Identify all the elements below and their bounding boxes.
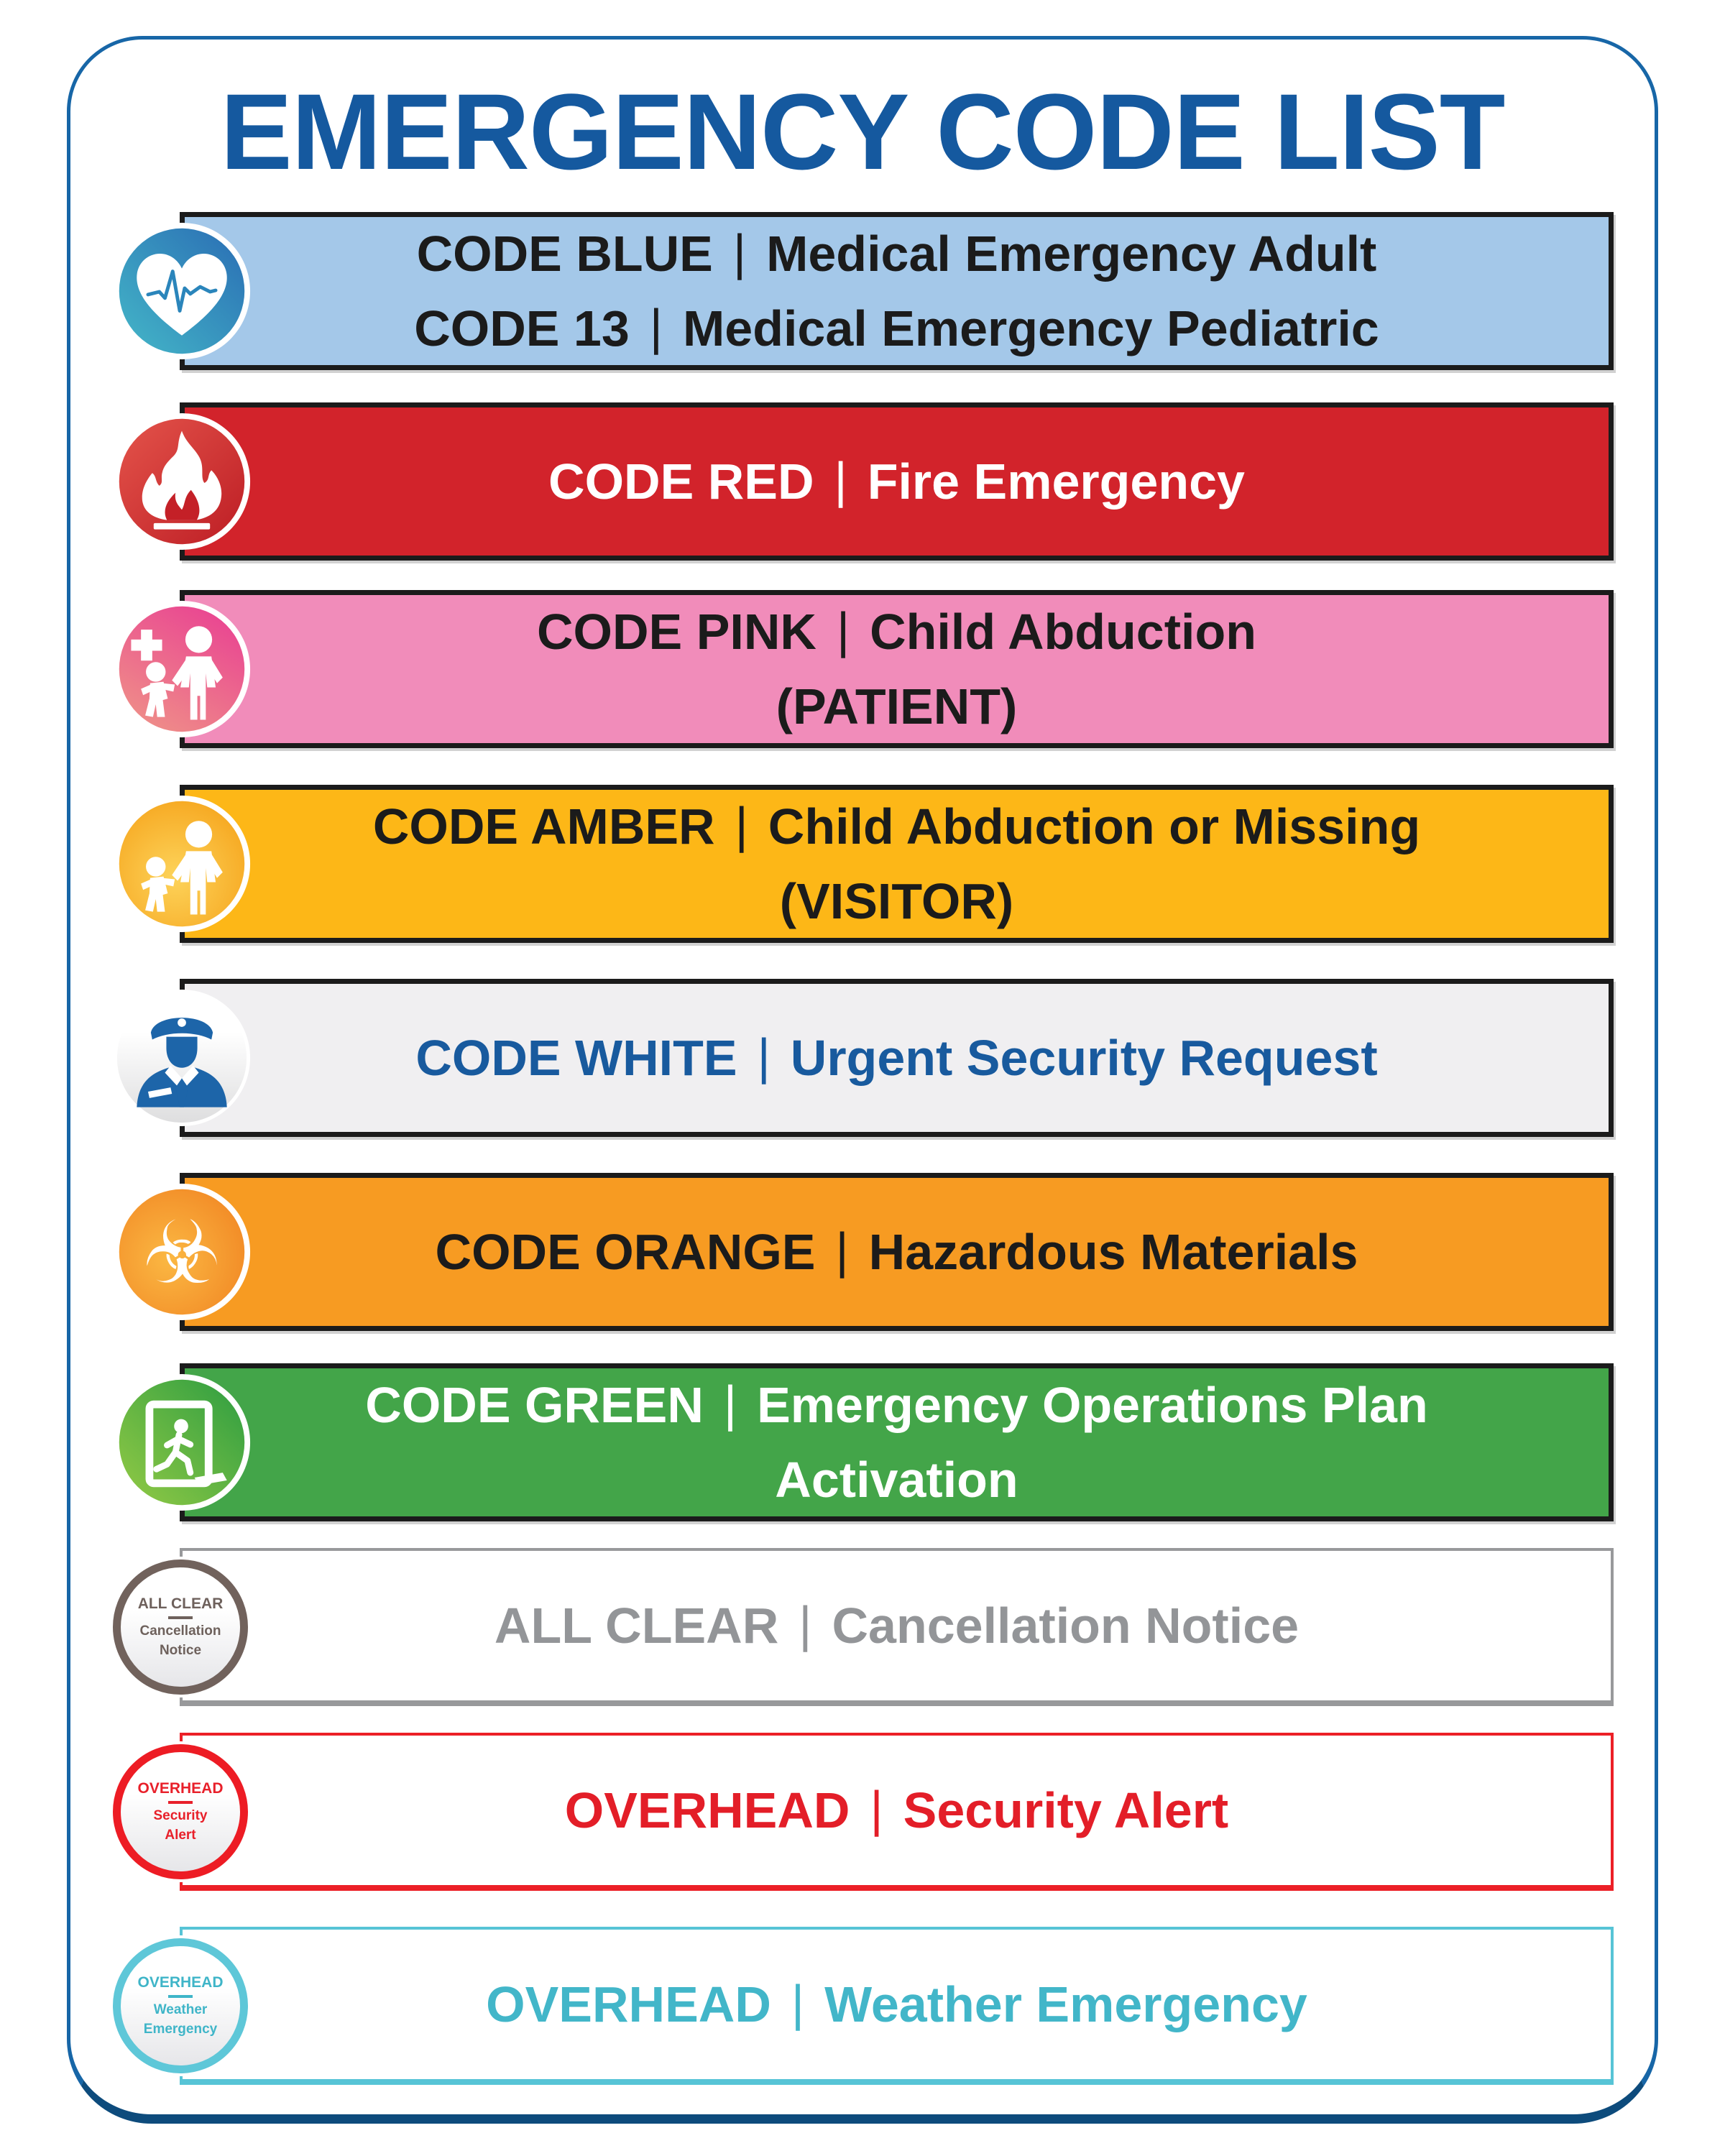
code-green-bar [180,1363,1614,1521]
all-clear-row [111,1548,1614,1706]
code-subtext: (VISITOR) [779,873,1014,929]
code-label: ALL CLEAR [494,1598,779,1654]
code-green-row [111,1363,1614,1521]
separator: | [732,224,747,280]
bar-text-line [435,1222,1358,1280]
badge-divider [168,1616,193,1619]
code-description: Medical Emergency Pediatric [682,300,1379,356]
code-description: Medical Emergency Adult [766,226,1377,282]
code-label: OVERHEAD [486,1976,771,2032]
badge-line: Alert [165,1828,196,1843]
code-red-row [111,402,1614,561]
security-officer-icon [111,987,252,1128]
emergency-exit-icon [111,1372,252,1513]
svg-text:☣: ☣ [142,1202,221,1304]
code-amber-row [111,785,1614,943]
overhead-weather-bar [180,1927,1614,2085]
badge-line: Emergency [143,2022,218,2037]
code-label: OVERHEAD [564,1782,850,1838]
bar-text-line [776,678,1018,734]
code-label: CODE PINK [537,604,816,660]
badge-divider [168,1995,193,1998]
code-description: Hazardous Materials [868,1224,1358,1280]
heart-ekg-icon [111,221,252,361]
bar-text-line [494,1596,1300,1654]
code-label: CODE BLUE [416,226,713,282]
separator: | [834,452,847,508]
biohazard-icon [111,1181,252,1322]
code-subtext: (PATIENT) [776,678,1018,734]
fire-icon [111,411,252,552]
badge-divider [168,1801,193,1804]
code-subtext: Activation [775,1452,1018,1508]
code-blue-row [111,212,1614,370]
all-clear-badge [113,1560,248,1695]
code-label: CODE AMBER [372,798,715,854]
bar-text-line [372,797,1421,854]
badge-line: ALL CLEAR [137,1595,224,1613]
separator: | [649,299,663,355]
code-orange-bar [180,1173,1614,1331]
badge-line: Weather [153,2002,208,2018]
separator: | [723,1376,737,1432]
bar-text-line [416,224,1377,282]
code-amber-bar [180,785,1614,943]
bar-text-line [414,299,1379,356]
code-orange-row [111,1173,1614,1331]
page-title: EMERGENCY CODE LIST [220,71,1505,192]
badge-line: OVERHEAD [137,1974,224,1991]
separator: | [735,797,748,853]
separator: | [835,1222,849,1279]
code-red-bar [180,402,1614,561]
bar-text-line [415,1028,1378,1086]
bar-text-line [548,452,1245,510]
bar-text-line [564,1781,1229,1838]
code-description: Fire Emergency [867,453,1245,510]
separator: | [870,1781,883,1837]
code-description: Child Abduction [870,604,1256,660]
code-description: Weather Emergency [824,1976,1307,2032]
badge-line: Security [153,1808,208,1824]
code-pink-bar [180,590,1614,748]
bar-text-line [775,1452,1018,1508]
code-white-row [111,979,1614,1137]
bar-text-line [365,1376,1428,1433]
separator: | [836,602,850,658]
overhead-weather-row [111,1927,1614,2085]
code-description: Security Alert [903,1782,1229,1838]
separator: | [799,1596,812,1652]
code-white-bar [180,979,1614,1137]
overhead-security-badge [113,1744,248,1879]
badge-line: Notice [159,1643,202,1658]
code-description: Urgent Security Request [790,1030,1378,1086]
code-description: Child Abduction or Missing [768,798,1421,854]
bar-text-line [486,1975,1307,2032]
bar-text-line [537,602,1256,660]
code-pink-row [111,590,1614,748]
badge-line: OVERHEAD [137,1780,224,1797]
separator: | [791,1975,805,2031]
bar-text-line [779,873,1014,929]
overhead-security-row [111,1733,1614,1891]
overhead-weather-badge [113,1938,248,2073]
code-description: Emergency Operations Plan [757,1377,1428,1433]
code-label: CODE ORANGE [435,1224,816,1280]
overhead-security-bar [180,1733,1614,1891]
badge-line: Cancellation [139,1623,221,1639]
code-label: CODE RED [548,453,814,510]
code-label: CODE 13 [414,300,630,356]
code-label: CODE WHITE [415,1030,737,1086]
separator: | [757,1028,770,1084]
all-clear-bar [180,1548,1614,1706]
code-label: CODE GREEN [365,1377,704,1433]
child-abduction-visitor-icon [111,793,252,934]
code-blue-bar [180,212,1614,370]
child-abduction-patient-icon [111,599,252,740]
code-description: Cancellation Notice [832,1598,1300,1654]
